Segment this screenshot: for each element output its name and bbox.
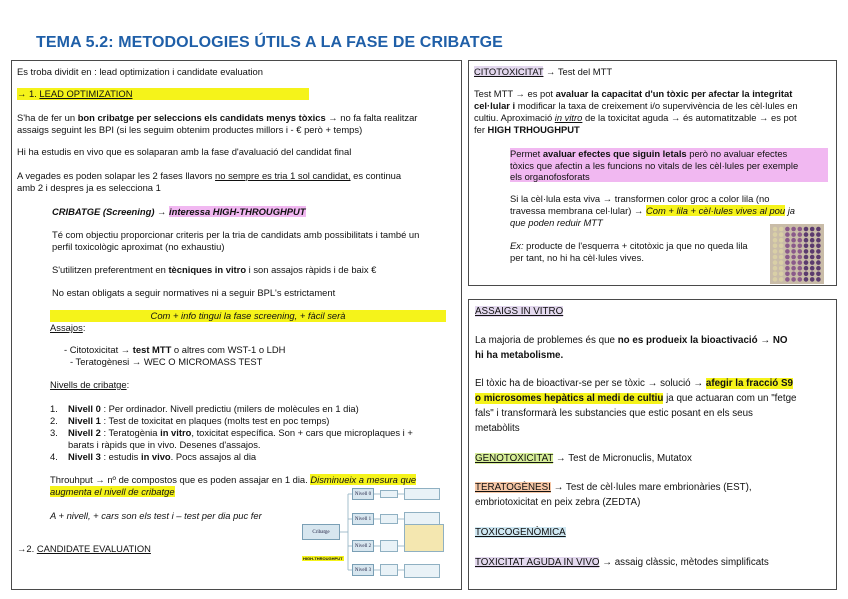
plate-well	[816, 249, 821, 254]
plate-well	[779, 272, 784, 277]
plate-well	[785, 238, 790, 243]
plate-well	[798, 260, 803, 265]
plate-well	[773, 227, 778, 232]
assaig-citotoxicitat: - Citotoxicitat → test MTT o altres com WST-1 o LDH	[64, 344, 286, 355]
nivells-label: Nivells de cribatge:	[50, 379, 130, 390]
lead-paragraph-2: Hi ha estudis en vivo que es solaparan amb la fase d'avaluació del candidat final	[17, 146, 352, 157]
plate-well	[791, 249, 796, 254]
plate-well	[810, 227, 815, 232]
plate-well	[810, 277, 815, 282]
plate-well	[791, 244, 796, 249]
nivell-2-item: 3. Nivell 2 : Teratogènia in vitro, toxicitat específica. Son + cars que microplaques i +	[50, 427, 413, 438]
mtt-line-3: cultiu. Aproximació in vitro de la toxicitat aguda → és automatitzable → es pot	[474, 112, 797, 123]
toxicitat-aguda-item: TOXICITAT AGUDA IN VIVO → assaig clàssic, mètodes simplificats	[475, 557, 769, 568]
plate-well	[810, 238, 815, 243]
plate-well	[816, 272, 821, 277]
page-title: TEMA 5.2: METODOLOGIES ÚTILS A LA FASE DE CRIBATGE	[36, 34, 503, 51]
diagram-box-0	[404, 488, 440, 500]
plate-well	[798, 227, 803, 232]
plate-well	[804, 227, 809, 232]
plate-well	[804, 272, 809, 277]
screening-text-2: S'utilitzen preferentment en tècniques in vitro i son assajos ràpids i de baix €	[52, 264, 377, 275]
diagram-detail-0	[380, 490, 398, 498]
screening-text-1b: perfil toxicològic aproximat (no exhaustiu)	[52, 241, 225, 252]
assajos-label: Assajos:	[50, 322, 86, 333]
plate-well	[779, 244, 784, 249]
example-line-2: per tant, no hi ha cèl·lules vives.	[510, 252, 644, 263]
nivell-1-item: 2. Nivell 1 : Test de toxicitat en plaques (molts test en poc temps)	[50, 415, 330, 426]
plate-well	[779, 238, 784, 243]
invitro-line-6: metabòlits	[475, 423, 520, 434]
plate-well	[773, 266, 778, 271]
screening-diagram	[298, 484, 448, 584]
plate-well	[779, 266, 784, 271]
plate-well	[816, 260, 821, 265]
plate-well	[804, 249, 809, 254]
plate-well	[773, 238, 778, 243]
viability-line-2: travessa membrana cel·lular) → Com + lila + cèl·lules vives al pou ja	[510, 205, 796, 216]
plate-well	[816, 277, 821, 282]
genotoxicitat-item: GENOTOXICITAT → Test de Micronuclis, Mutatox	[475, 453, 692, 464]
plate-well	[798, 244, 803, 249]
teratogenesi-item-cont: embriotoxicitat en peix zebra (ZEDTA)	[475, 497, 641, 508]
plate-well	[810, 232, 815, 237]
plate-well	[810, 260, 815, 265]
invitro-line-5: fals" i transformarà les substancies que estic posant en els seus	[475, 408, 753, 419]
diagram-detail-2	[380, 540, 398, 552]
teratogenesi-item: TERATOGÈNESI → Test de cèl·lules mare embrionàries (EST),	[475, 482, 752, 493]
diagram-detail-3	[380, 564, 398, 576]
plate-well	[816, 238, 821, 243]
nivell-2-item-cont: barats i ràpids que in vivo. Desenes d'assajos.	[68, 439, 261, 450]
plate-well	[810, 249, 815, 254]
plate-well	[804, 277, 809, 282]
plate-well	[779, 277, 784, 282]
plate-well	[798, 277, 803, 282]
lead-paragraph-3: A vegades es poden solapar les 2 fases llavors no sempre es tria 1 sol candidat, es continua	[17, 170, 402, 181]
nivell-3-item: 4. Nivell 3 : estudis in vivo. Pocs assajos al dia	[50, 451, 257, 462]
plate-well	[791, 260, 796, 265]
screening-highlight-bar: Com + info tingui la fase screening, + fàcil serà	[50, 310, 446, 322]
plate-well	[804, 244, 809, 249]
diagram-level-3: Nivell 3	[352, 564, 374, 576]
plate-well	[816, 227, 821, 232]
plate-well	[810, 244, 815, 249]
plate-well	[798, 255, 803, 260]
candidate-evaluation-heading: →2. CANDIDATE EVALUATION	[17, 543, 151, 554]
plate-well	[791, 266, 796, 271]
viability-line-3: que poden reduir MTT	[510, 217, 603, 228]
mtt-line-2: cel·lular i modificar la taxa de creixement i/o supervivència de les cèl·lules en	[474, 100, 798, 111]
nivell-0-item: 1. Nivell 0 : Per ordinador. Nivell predictiu (milers de molècules en 1 dia)	[50, 403, 359, 414]
plate-well	[785, 232, 790, 237]
lead-paragraph-3b: amb 2 i despres ja es selecciona 1	[17, 182, 161, 193]
plate-well	[773, 277, 778, 282]
plate-well	[785, 255, 790, 260]
plate-well	[773, 249, 778, 254]
plate-well	[791, 272, 796, 277]
plate-well	[804, 260, 809, 265]
invitro-line-3: El tòxic ha de bioactivar-se per se tòxic → solució → afegir la fracció S9	[475, 378, 793, 389]
plate-well	[810, 272, 815, 277]
plate-well	[773, 232, 778, 237]
plate-well	[791, 255, 796, 260]
lead-optimization-heading	[17, 88, 309, 100]
assaig-teratogenesi: - Teratogènesi → WEC O MICROMASS TEST	[70, 356, 263, 367]
plate-well	[798, 249, 803, 254]
plate-well	[785, 272, 790, 277]
toxicogenomica-item: TOXICOGENÒMICA	[475, 527, 566, 538]
plate-well	[798, 232, 803, 237]
plate-well	[773, 272, 778, 277]
screening-text-3: No estan obligats a seguir normatives ni a seguir BPL's estrictament	[52, 287, 336, 298]
plate-well	[779, 255, 784, 260]
plate-well	[810, 266, 815, 271]
cost-note: A + nivell, + cars son els test i – test per dia puc fer	[50, 510, 262, 521]
lead-title: LEAD OPTIMIZATION	[39, 88, 133, 99]
throughput-text: Throuhput → nº de compostos que es poden assajar en 1 dia. Disminueix a mesura que	[50, 474, 417, 485]
plate-well	[798, 266, 803, 271]
diagram-root-node: Cribatge	[302, 524, 340, 540]
lead-paragraph-1: S'ha de fer un bon cribatge per seleccions els candidats menys tòxics → no fa falta realitzar	[17, 112, 418, 123]
invitro-line-1: La majoria de problemes és que no es produeix la bioactivació → NO	[475, 335, 788, 346]
plate-well	[785, 249, 790, 254]
lead-arrow: → 1.	[17, 88, 40, 99]
plate-well	[791, 232, 796, 237]
plate-well	[779, 232, 784, 237]
plate-well	[804, 266, 809, 271]
plate-well	[816, 255, 821, 260]
invitro-line-4: o microsomes hepàtics al medi de cultiu ja que actuaran com un "fetge	[475, 393, 797, 404]
mtt-line-1: Test MTT → es pot avaluar la capacitat d'un tòxic per afectar la integritat	[474, 88, 793, 99]
assaigs-heading: ASSAIGS IN VITRO	[475, 306, 564, 317]
screening-heading: CRIBATGE (Screening) → interessa HIGH-THROUGHPUT	[52, 206, 306, 217]
intro-text: Es troba dividit en : lead optimization i candidate evaluation	[17, 66, 263, 77]
diagram-high-throughput-label: HIGH-THROUGHPUT	[303, 556, 343, 561]
plate-well	[804, 238, 809, 243]
plate-well	[773, 260, 778, 265]
plate-well	[791, 227, 796, 232]
plate-well	[773, 255, 778, 260]
plate-well	[810, 255, 815, 260]
throughput-text-2: augmenta el nivell de cribatge	[50, 486, 175, 497]
plate-well	[785, 244, 790, 249]
plate-well	[773, 244, 778, 249]
diagram-level-0: Nivell 0	[352, 488, 374, 500]
diagram-box-3	[404, 564, 440, 578]
invitro-line-2: hi ha metabolisme.	[475, 350, 564, 361]
viability-line-1: Si la cèl·lula esta viva → transformen color groc a color lila (no	[510, 193, 770, 204]
plate-well	[779, 227, 784, 232]
plate-well	[816, 266, 821, 271]
plate-well	[798, 238, 803, 243]
diagram-detail-1	[380, 514, 398, 524]
plate-well	[785, 260, 790, 265]
lethal-effects-note: Permet avaluar efectes que siguin letals però no avaluar efectes tòxics que afectin a les funcions no vitals de les cèl·lules per exemple els organofosforats	[510, 148, 828, 182]
diagram-level-2: Nivell 2	[352, 540, 374, 552]
plate-well	[785, 227, 790, 232]
plate-well	[798, 272, 803, 277]
plate-well	[804, 255, 809, 260]
diagram-box-2	[404, 524, 444, 552]
example-line-1: Ex: producte de l'esquerra + citotòxic ja que no queda lila	[510, 240, 748, 251]
mtt-plate-image	[770, 224, 824, 284]
plate-well	[785, 277, 790, 282]
screening-text-1: Té com objectiu proporcionar criteris per la tria de candidats amb possibilitats i també un	[52, 229, 420, 240]
plate-well	[816, 232, 821, 237]
plate-well	[779, 249, 784, 254]
plate-well	[785, 266, 790, 271]
diagram-level-1: Nivell 1	[352, 513, 374, 525]
plate-well	[816, 244, 821, 249]
plate-well	[791, 238, 796, 243]
lead-paragraph-1b: assaigs seguint les BPI (si les seguim obtenim productes millors i - € però + temps)	[17, 124, 363, 135]
plate-well	[791, 277, 796, 282]
plate-well	[779, 260, 784, 265]
citotoxicitat-heading: CITOTOXICITAT → Test del MTT	[474, 66, 613, 77]
plate-well	[804, 232, 809, 237]
mtt-line-4: fer HIGH TRHOUGHPUT	[474, 124, 580, 135]
